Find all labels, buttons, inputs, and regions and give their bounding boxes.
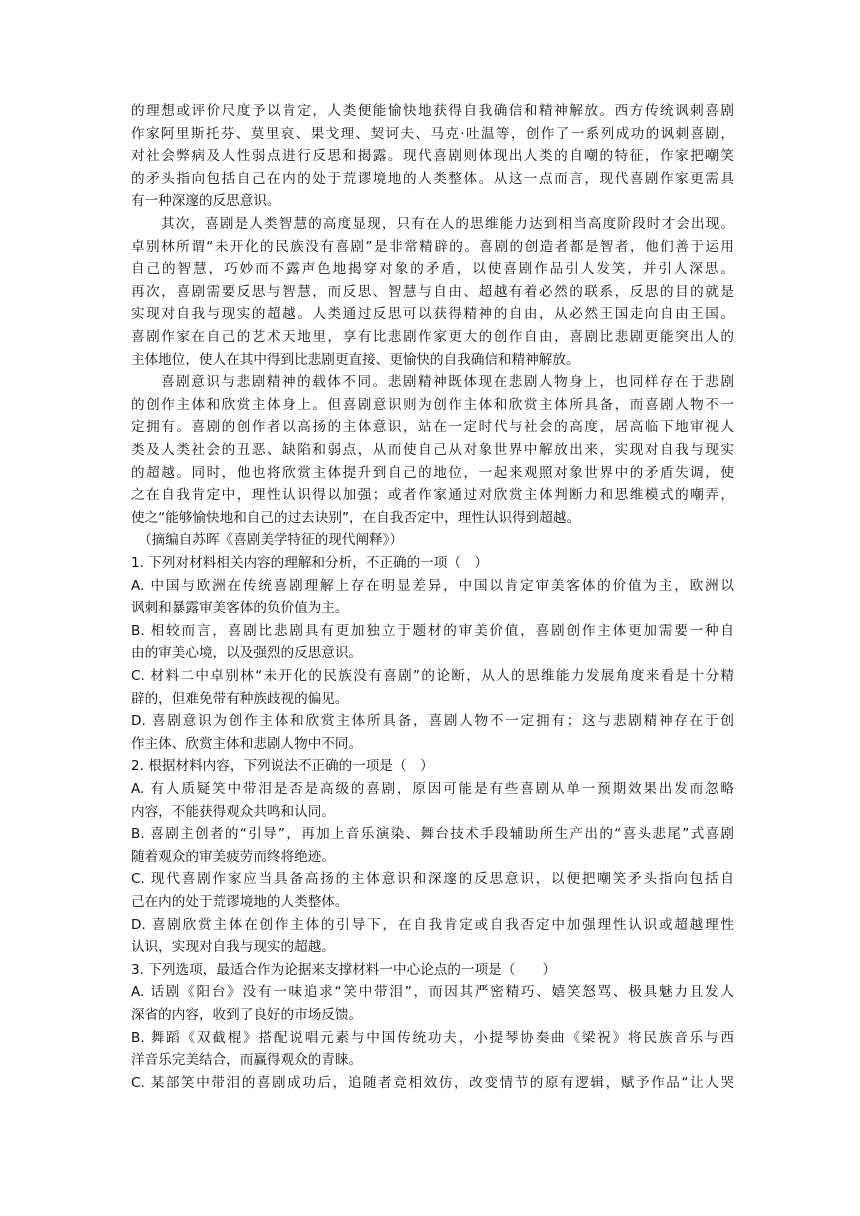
- question-3-stem: 3. 下列选项，最适合作为论据来支撑材料一中心论点的一项是（ ）: [131, 961, 557, 978]
- text-line: 卓别林所谓“未开化的民族没有喜剧”是非常精辟的。喜剧的创造者都是智者，他们善于运用: [131, 238, 734, 255]
- q2-option-c: C. 现代喜剧作家应当具备高扬的主体意识和深邃的反思意识，以便把嘲笑矛头指向包括自: [131, 871, 734, 888]
- text-line: 的矛头指向包括自己在内的处于荒谬境地的人类整体。从这一点而言，现代喜剧作家更需具: [131, 170, 734, 187]
- q2-option-b-cont: 随着观众的审美疲劳而终将绝迹。: [131, 848, 335, 865]
- text-line: 其次，喜剧是人类智慧的高度显现，只有在人的思维能力达到相当高度阶段时才会出现。: [161, 216, 734, 232]
- text-line: 的创作主体和欣赏主体身上。但喜剧意识则为创作主体和欣赏主体所具备，而喜剧人物不一: [131, 396, 734, 413]
- text-line: 定拥有。喜剧的创作者以高扬的主体意识，站在一定时代与社会的高度，居高临下地审视人: [131, 419, 734, 436]
- text-line: 喜剧意识与悲剧精神的载体不同。悲剧精神既体现在悲剧人物身上，也同样存在于悲剧: [161, 374, 734, 391]
- source-citation: （摘编自苏晖《喜剧美学特征的现代阐释》）: [138, 532, 404, 549]
- text-line: 使之“能够愉快地和自己的过去诀别”，在自我否定中，理性认识得到超越。: [131, 509, 581, 526]
- text-line: 的超越。同时，他也将欣赏主体提升到自己的地位，一起来观照对象世界中的矛盾失调，使: [131, 464, 734, 481]
- q3-option-a-cont: 深省的内容，收到了良好的市场反馈。: [131, 1007, 363, 1023]
- q2-option-d: D. 喜剧欣赏主体在创作主体的引导下，在自我肯定或自我否定中加强理性认识或超越理性: [131, 916, 734, 933]
- q3-option-a: A. 话剧《阳台》没有一味追求“笑中带泪”，而因其严密精巧、嬉笑怒骂、极具魅力且发人: [131, 984, 734, 1001]
- q1-option-a: A. 中国与欧洲在传统喜剧理解上存在明显差异，中国以肯定审美客体的价值为主，欧洲以: [131, 577, 734, 594]
- q3-option-c: C. 某部笑中带泪的喜剧成功后，追随者竞相效仿，改变情节的原有逻辑，赋予作品“让人哭: [131, 1074, 734, 1091]
- q1-option-b-cont: 由的审美心境，以及强烈的反思意识。: [131, 645, 363, 662]
- q2-option-d-cont: 认识，实现对自我与现实的超越。: [131, 939, 335, 956]
- text-line: 的理想或评价尺度予以肯定，人类便能愉快地获得自我确信和精神解放。西方传统讽刺喜剧: [131, 103, 734, 119]
- q1-option-d: D. 喜剧意识为创作主体和欣赏主体所具备，喜剧人物不一定拥有；这与悲剧精神存在于创: [131, 713, 734, 730]
- text-line: 类及人类社会的丑恶、缺陷和弱点，从而使自己从对象世界中解放出来，实现对自我与现实: [131, 442, 734, 458]
- text-line: 对社会弊病及人性弱点进行反思和揭露。现代喜剧则体现出人类的自嘲的特征，作家把嘲笑: [131, 148, 734, 165]
- text-line: 喜剧作家在自己的艺术天地里，享有比悲剧作家更大的创作自由，喜剧比悲剧更能突出人的: [131, 329, 734, 345]
- q2-option-a: A. 有人质疑笑中带泪是否是高级的喜剧，原因可能是有些喜剧从单一预期效果出发而忽略: [131, 781, 734, 797]
- q2-option-b: B. 喜剧主创者的“引导”，再加上音乐演染、舞台技术手段辅助所生产出的“喜头悲尾”式喜剧: [131, 826, 734, 843]
- text-line: 自己的智慧，巧妙而不露声色地揭穿对象的矛盾，以使喜剧作品引人发笑，并引人深思。: [131, 261, 734, 278]
- question-1-stem: 1. 下列对材料相关内容的理解和分析，不正确的一项（ ）: [131, 555, 489, 571]
- text-line: 再次，喜剧需要反思与智慧，而反思、智慧与自由、超越有着必然的联系，反思的目的就是: [131, 283, 734, 300]
- question-2-stem: 2. 根据材料内容，下列说法不正确的一项是（ ）: [131, 758, 434, 775]
- text-line: 有一种深邃的反思意识。: [131, 193, 281, 210]
- text-line: 作家阿里斯托芬、莫里哀、果戈理、契诃夫、马克·吐温等，创作了一系列成功的讽刺喜剧，: [131, 125, 734, 142]
- q1-option-b: B. 相较而言，喜剧比悲剧具有更加独立于题材的审美价值，喜剧创作主体更加需要一种自: [131, 622, 734, 639]
- q3-option-b-cont: 洋音乐完美结合，而赢得观众的青睐。: [131, 1052, 363, 1069]
- q3-option-b: B. 舞蹈《双截棍》搭配说唱元素与中国传统功夫，小提琴协奏曲《梁祝》将民族音乐与西: [131, 1029, 734, 1046]
- q1-option-c-cont: 辟的，但难免带有种族歧视的偏见。: [131, 690, 349, 707]
- text-line: 主体地位，使人在其中得到比悲剧更直接、更愉快的自我确信和精神解放。: [131, 351, 580, 368]
- q2-option-a-cont: 内容，不能获得观众共鸣和认同。: [131, 803, 335, 820]
- q2-option-c-cont: 己在内的处于荒谬境地的人类整体。: [131, 894, 349, 910]
- q1-option-a-cont: 讽刺和暴露审美客体的负价值为主。: [131, 600, 349, 617]
- q1-option-c: C. 材料二中卓别林“未开化的民族没有喜剧”的论断，从人的思维能力发展角度来看是十分精: [131, 668, 734, 684]
- q1-option-d-cont: 作主体、欣赏主体和悲剧人物中不同。: [131, 735, 363, 752]
- text-line: 实现对自我与现实的超越。人类通过反思可以获得精神的自由，从必然王国走向自由王国。: [131, 306, 734, 323]
- text-line: 之在自我肯定中，理性认识得以加强；或者作家通过对欣赏主体判断力和思维模式的嘲弄，: [131, 487, 734, 504]
